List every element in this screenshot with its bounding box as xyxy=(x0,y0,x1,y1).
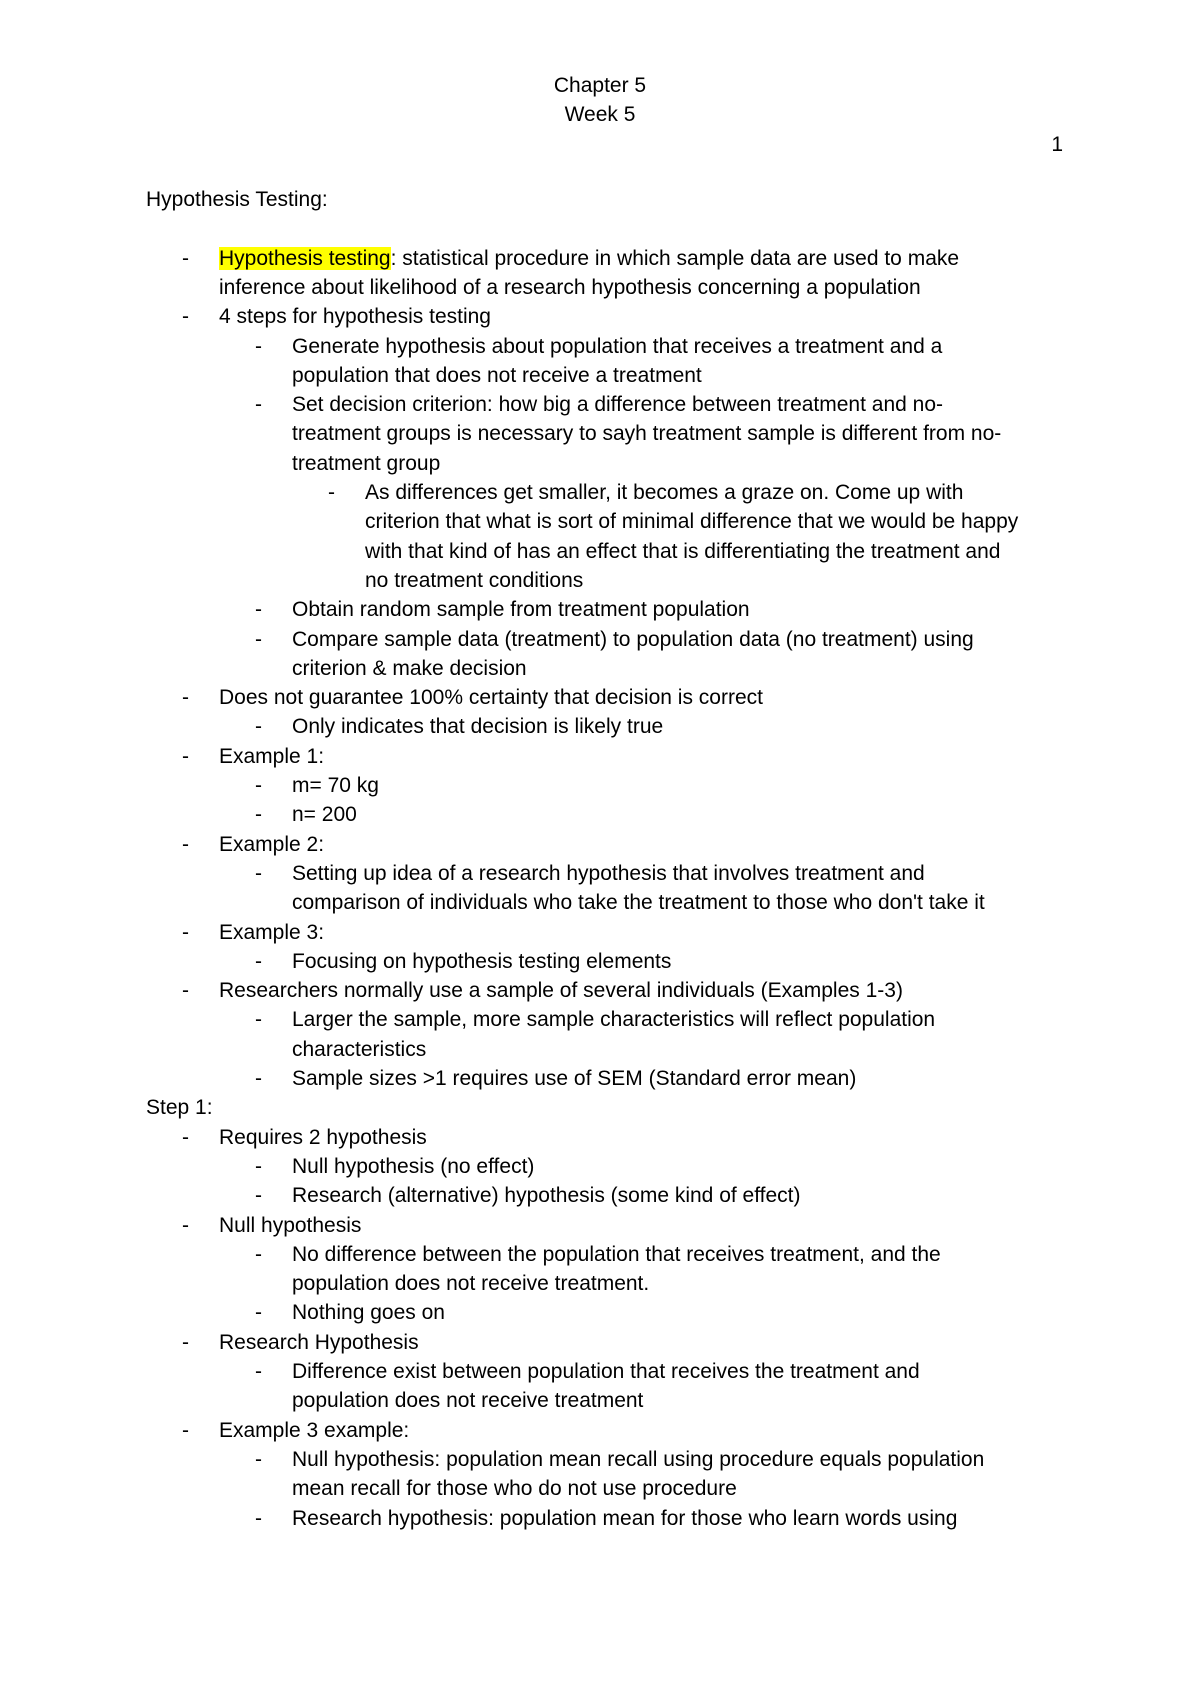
note-line: m= 70 kg xyxy=(292,774,379,797)
note-line: Research (alternative) hypothesis (some kind of effect) xyxy=(292,1184,801,1207)
note-line: no treatment conditions xyxy=(365,569,584,592)
bullet-dash: - xyxy=(328,481,335,504)
bullet-dash: - xyxy=(255,628,262,651)
note-line: 4 steps for hypothesis testing xyxy=(219,305,491,328)
bullet-dash: - xyxy=(255,1067,262,1090)
note-line: Step 1: xyxy=(146,1096,213,1119)
note-line: Example 3 example: xyxy=(219,1419,410,1442)
note-line: treatment groups is necessary to sayh treatment sample is different from no- xyxy=(292,422,1002,445)
note-line: mean recall for those who do not use procedure xyxy=(292,1477,737,1500)
bullet-dash: - xyxy=(255,715,262,738)
bullet-dash: - xyxy=(255,1243,262,1266)
bullet-dash: - xyxy=(255,950,262,973)
note-line: Larger the sample, more sample characteristics will reflect population xyxy=(292,1008,936,1031)
note-line: Set decision criterion: how big a difference between treatment and no- xyxy=(292,393,943,416)
note-line: criterion & make decision xyxy=(292,657,527,680)
note-line: Generate hypothesis about population that receives a treatment and a xyxy=(292,335,943,358)
note-line: n= 200 xyxy=(292,803,357,826)
bullet-dash: - xyxy=(255,393,262,416)
bullet-dash: - xyxy=(255,774,262,797)
note-line: population that does not receive a treatment xyxy=(292,364,702,387)
bullet-dash: - xyxy=(255,1448,262,1471)
note-line: No difference between the population that receives treatment, and the xyxy=(292,1243,941,1266)
bullet-dash: - xyxy=(182,686,189,709)
bullet-dash: - xyxy=(255,1184,262,1207)
bullet-dash: - xyxy=(182,1126,189,1149)
note-line: Setting up idea of a research hypothesis that involves treatment and xyxy=(292,862,925,885)
note-line xyxy=(219,244,959,273)
note-line: comparison of individuals who take the treatment to those who don't take it xyxy=(292,891,985,914)
note-line: Null hypothesis: population mean recall using procedure equals population xyxy=(292,1448,985,1471)
bullet-dash: - xyxy=(255,335,262,358)
note-line: Example 3: xyxy=(219,921,325,944)
bullet-dash: - xyxy=(255,1360,262,1383)
note-line: population does not receive treatment. xyxy=(292,1272,650,1295)
bullet-dash: - xyxy=(255,1301,262,1324)
bullet-dash: - xyxy=(182,247,189,270)
note-line: Hypothesis Testing: xyxy=(146,188,328,211)
note-line: Only indicates that decision is likely true xyxy=(292,715,664,738)
highlighted-term: Hypothesis testing xyxy=(219,247,391,270)
note-line: Compare sample data (treatment) to population data (no treatment) using xyxy=(292,628,974,651)
week-subtitle: Week 5 xyxy=(564,103,636,126)
note-line: criterion that what is sort of minimal difference that we would be happy xyxy=(365,510,1019,533)
bullet-dash: - xyxy=(182,1214,189,1237)
note-line: Researchers normally use a sample of several individuals (Examples 1-3) xyxy=(219,979,903,1002)
note-line: Research hypothesis: population mean for those who learn words using xyxy=(292,1507,958,1530)
bullet-dash: - xyxy=(255,862,262,885)
note-line: Example 1: xyxy=(219,745,325,768)
note-line: Nothing goes on xyxy=(292,1301,445,1324)
note-line: population does not receive treatment xyxy=(292,1389,644,1412)
bullet-dash: - xyxy=(182,1331,189,1354)
note-line: Difference exist between population that receives the treatment and xyxy=(292,1360,920,1383)
bullet-dash: - xyxy=(182,1419,189,1442)
bullet-dash: - xyxy=(182,921,189,944)
page-number: 1 xyxy=(1051,133,1063,156)
bullet-dash: - xyxy=(182,305,189,328)
note-line: Example 2: xyxy=(219,833,325,856)
note-line: Does not guarantee 100% certainty that decision is correct xyxy=(219,686,763,709)
bullet-dash: - xyxy=(255,803,262,826)
note-line: Focusing on hypothesis testing elements xyxy=(292,950,672,973)
chapter-title: Chapter 5 xyxy=(553,74,647,97)
bullet-dash: - xyxy=(255,598,262,621)
bullet-dash: - xyxy=(255,1008,262,1031)
note-line: Null hypothesis xyxy=(219,1214,362,1237)
note-line: Requires 2 hypothesis xyxy=(219,1126,427,1149)
definition-text: : statistical procedure in which sample data are used to make xyxy=(390,247,960,270)
note-line: inference about likelihood of a research hypothesis concerning a population xyxy=(219,276,921,299)
note-line: As differences get smaller, it becomes a graze on. Come up with xyxy=(365,481,964,504)
note-line: Null hypothesis (no effect) xyxy=(292,1155,535,1178)
bullet-dash: - xyxy=(182,979,189,1002)
note-line: Obtain random sample from treatment population xyxy=(292,598,750,621)
bullet-dash: - xyxy=(255,1155,262,1178)
note-line: with that kind of has an effect that is differentiating the treatment and xyxy=(365,540,1001,563)
bullet-dash: - xyxy=(182,833,189,856)
bullet-dash: - xyxy=(255,1507,262,1530)
bullet-dash: - xyxy=(182,745,189,768)
note-line: characteristics xyxy=(292,1038,427,1061)
note-line: treatment group xyxy=(292,452,441,475)
note-line: Sample sizes >1 requires use of SEM (Standard error mean) xyxy=(292,1067,857,1090)
note-line: Research Hypothesis xyxy=(219,1331,419,1354)
